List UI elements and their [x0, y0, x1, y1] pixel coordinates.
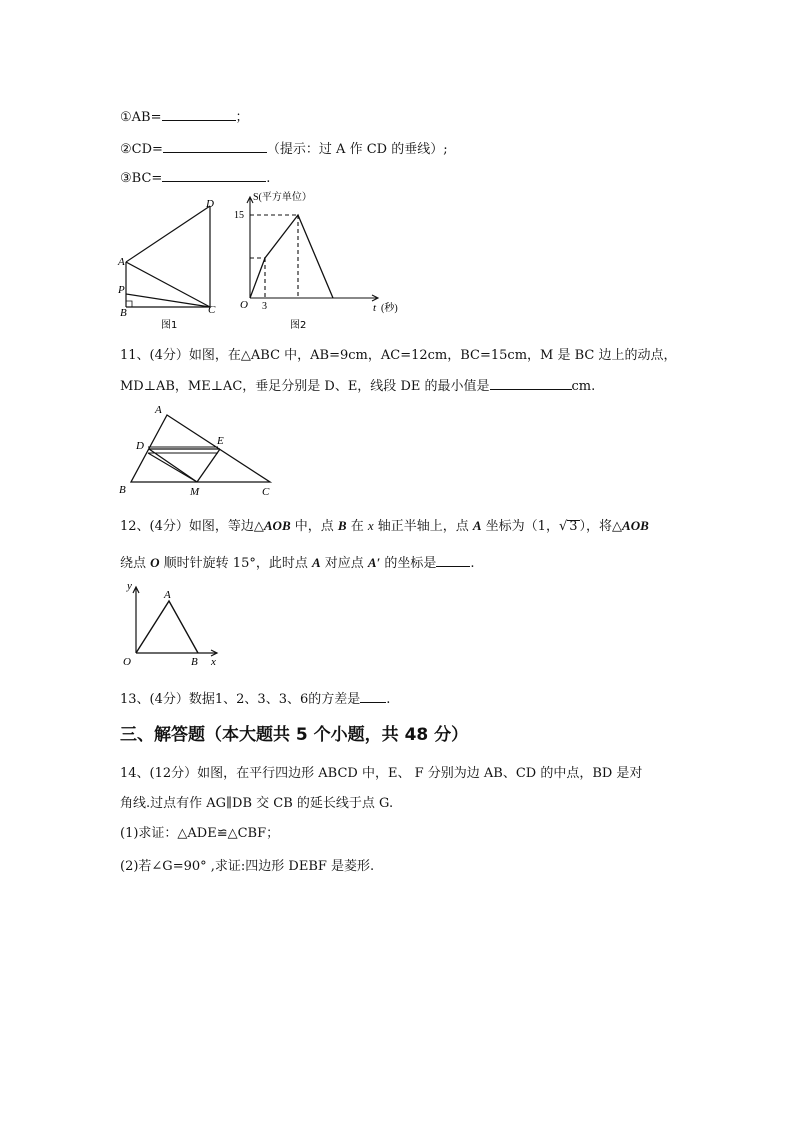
q12-line1: 12、(4分）如图，等边△AOB 中，点 B 在 x 轴正半轴上，点 A 坐标为（1，√ 3 ），将△AOB — [120, 518, 649, 534]
q14-part1: (1)求证：△ADE≌△CBF； — [120, 826, 280, 841]
answer-blank[interactable] — [163, 140, 267, 153]
label-b: B — [120, 307, 127, 319]
label-a: A — [118, 256, 125, 268]
label-y: y — [127, 580, 132, 592]
q10-item-ab: ①AB= ； — [120, 110, 249, 125]
q13-line: 13、(4分）数据1、2、3、3、6的方差是 . — [120, 692, 391, 707]
figure-2-caption: 图2 — [290, 320, 307, 331]
label-p: P — [118, 284, 125, 296]
label-x: x — [211, 656, 216, 668]
q12-line2: 绕点 O 顺时针旋转 15°，此时点 A 对应点 A′ 的坐标是 . — [120, 555, 475, 571]
answer-blank[interactable] — [490, 377, 572, 390]
label-a: A — [164, 589, 171, 601]
sqrt-sign: √ — [558, 519, 568, 534]
figure-2-graph — [228, 190, 403, 335]
label-e: E — [217, 435, 224, 447]
q10-item-cd: ②CD= （提示：过 A 作 CD 的垂线）; — [120, 142, 448, 157]
answer-blank[interactable] — [436, 554, 470, 567]
y-axis-label: S(平方单位） — [253, 192, 312, 203]
label-d: D — [206, 198, 214, 210]
label-m: M — [190, 486, 200, 498]
answer-blank[interactable] — [162, 108, 236, 121]
q11-line1: 11、(4分）如图，在△ABC 中，AB=9cm，AC=12cm，BC=15cm，M 是 BC 边上的动点， — [120, 348, 677, 363]
y-tick-15: 15 — [234, 210, 244, 221]
q14-part2: (2)若∠G=90° ,求证:四边形 DEBF 是菱形. — [120, 859, 375, 874]
figure-1 — [115, 195, 225, 335]
label-d: D — [136, 440, 144, 452]
label-b: B — [119, 484, 126, 496]
x-axis-unit: (秒) — [381, 303, 398, 314]
q14-line2: 角线.过点有作 AG∥DB 交 CB 的延长线于点 G. — [120, 796, 394, 811]
q10-item-bc: ③BC= . — [120, 171, 271, 186]
section-title: 三、解答题（本大题共 5 个小题，共 48 分） — [120, 725, 469, 745]
label-c: C — [208, 304, 216, 316]
x-tick-3: 3 — [262, 301, 267, 312]
answer-blank[interactable] — [162, 169, 266, 182]
label-o: O — [123, 656, 131, 668]
q11-triangle-figure — [115, 403, 280, 498]
label-b: B — [191, 656, 198, 668]
figure-1-caption: 图1 — [161, 320, 178, 331]
q11-line2: MD⊥AB，ME⊥AC，垂足分别是 D、E，线段 DE 的最小值是 cm. — [120, 379, 596, 394]
q12-coordinate-figure — [115, 578, 225, 673]
answer-blank[interactable] — [360, 690, 386, 703]
label-a: A — [155, 404, 162, 416]
q14-line1: 14、(12分）如图，在平行四边形 ABCD 中，E、 F 分别为边 AB、CD 的中点，BD 是对 — [120, 766, 643, 781]
x-axis-label: t — [373, 302, 377, 314]
origin-label: O — [240, 299, 248, 311]
label-c: C — [262, 486, 270, 498]
